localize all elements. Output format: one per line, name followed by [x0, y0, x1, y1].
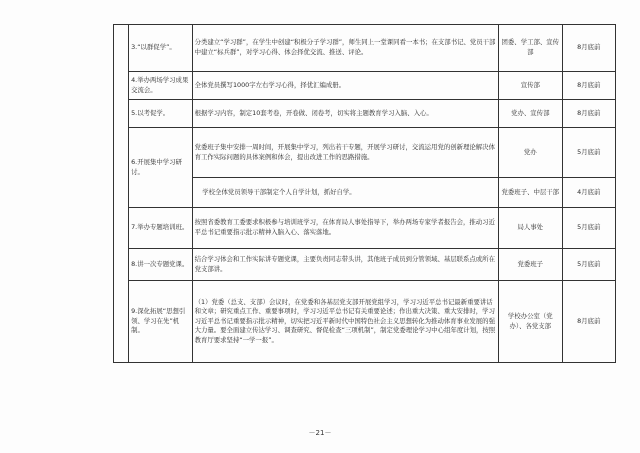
deadline-cell: 5月底前	[562, 208, 615, 249]
table-row	[114, 100, 616, 128]
item-cell: 5.以考促学。	[129, 100, 193, 128]
content-cell: 按照省委教育工委要求积极参与培训班学习，在体育局人事处指导下，举办两场专家学者报告会，推动习近平总书记重要指示批示精神入脑入心、落实落地。	[192, 208, 498, 249]
dept-cell: 宣传部	[499, 72, 563, 100]
content-cell: 学校全体党员领导干部制定个人自学计划，抓好自学。	[192, 178, 498, 208]
category-cell	[114, 25, 129, 363]
table-row	[114, 72, 616, 100]
deadline-cell: 4月底前	[562, 178, 615, 208]
deadline-cell: 8月底前	[562, 100, 615, 128]
table-row	[114, 25, 616, 72]
content-cell: 根据学习内容，制定10套考卷，开卷做、闭卷考，切实将主题教育学习入脑、入心。	[192, 100, 498, 128]
deadline-cell: 5月底前	[562, 128, 615, 178]
dept-cell: 团委、学工部、宣传部	[499, 25, 563, 72]
page-number: －21－	[308, 429, 332, 437]
table-row	[114, 249, 616, 281]
content-cell: （1）党委（总支、支部）会议时，在党委和各基层党支部开展党组学习，学习习近平总书记最新重要讲话和文章；研究重点工作、重要事项时，学习习近平总书记有关重要论述；作出重大决策、重大安排时，学习习近平总书记重要指示批示精神，切实把习近平新时代中国特色社会主义思想转化为推动体育事业发展的强大力量。要全面建立传达学习、调查研究、督促检查“三项机制”，制定党委理论学习中心组年度计划，按照教育厅要求坚持“一学一报”。	[192, 281, 498, 363]
item-cell: 8.讲一次专题党课。	[129, 249, 193, 281]
deadline-cell: 5月底前	[562, 249, 615, 281]
dept-cell: 党委班子	[499, 249, 563, 281]
item-cell: 7.举办专题培训班。	[129, 208, 193, 249]
table-row	[114, 208, 616, 249]
dept-cell: 党办	[499, 128, 563, 178]
deadline-cell: 8月底前	[562, 25, 615, 72]
deadline-cell: 8月底前	[562, 72, 615, 100]
item-cell: 9.深化拓展“思想引领、学习在先”机制。	[129, 281, 193, 363]
dept-cell: 党办、宣传部	[499, 100, 563, 128]
item-cell: 6.开展集中学习研讨。	[129, 128, 193, 208]
content-cell: 党委班子集中安排一周时间，开展集中学习，列出若干专题，开展学习研讨，交流运用党的创新理论解决体育工作实际问题的具体案例和体会，提出改进工作的思路措施。	[192, 128, 498, 178]
task-table	[113, 24, 616, 363]
dept-cell: 学校办公室（党办）、各党支部	[499, 281, 563, 363]
dept-cell: 局人事处	[499, 208, 563, 249]
table-row	[114, 281, 616, 363]
dept-cell: 党委班子、中层干部	[499, 178, 563, 208]
content-cell: 全体党员撰写1000字左右学习心得，择优汇编成册。	[192, 72, 498, 100]
content-cell: 结合学习体会和工作实际讲专题党课，主要负责同志带头讲，其他班子成员到分管领域、基层联系点或所在党支部讲。	[192, 249, 498, 281]
item-cell: 4.举办两场学习成果交流会。	[129, 72, 193, 100]
deadline-cell: 8月底前	[562, 281, 615, 363]
table-row	[114, 128, 616, 178]
content-cell: 分类建立“学习群”，在学生中创建“积极分子学习群”，师生同上一堂课同看一本书；在支部书记、党员干部中建立“标兵群”，对学习心得、体会择优交流、推送、评论。	[192, 25, 498, 72]
item-cell: 3.“以群促学”。	[129, 25, 193, 72]
